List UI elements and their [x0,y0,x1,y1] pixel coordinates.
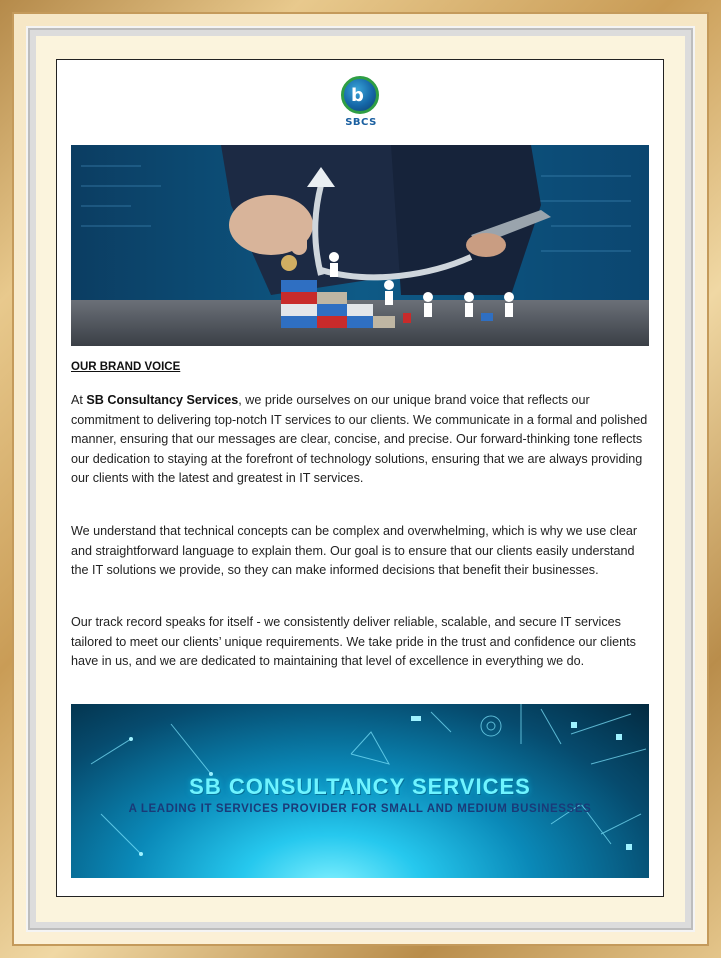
hero-illustration [71,145,649,346]
logo-glyph: b [351,85,364,106]
paragraph-brand-voice [71,391,649,489]
paragraph-track-record: Our track record speaks for itself - we consistently deliver reliable, scalable, and secure IT services tailored to meet our clients’ unique requirements. We take pride in the trust and confidence our clients have in us, and we are dedicated to maintaining that level of excellence in everything we do. [71,615,636,669]
logo-emblem-icon [341,76,379,114]
section-heading: OUR BRAND VOICE [71,361,181,373]
company-banner [71,704,649,878]
paragraph1-intro: At [71,393,87,407]
banner-title: SB CONSULTANCY SERVICES [189,774,531,799]
paragraph1-body: , we pride ourselves on our unique brand voice that reflects our commitment to delivering top-notch IT services to our clients. We communicate in a formal and polished manner, ensuring that our messages are clear, concise, and precise. Our forward-thinking tone reflects our dedication to staying at the forefront of technology solutions, ensuring that we are always providing our clients with the latest and greatest in IT services. [71,393,648,486]
banner-subtitle: A LEADING IT SERVICES PROVIDER FOR SMALL AND MEDIUM BUSINESSES [128,803,592,815]
sbcs-logo [341,76,381,132]
hero-image [71,145,649,346]
paragraph-clarity: We understand that technical concepts can be complex and overwhelming, which is why we use clear and straightforward language to explain them. Our goal is to ensure that our clients easily understand the IT solutions we provide, so they can make informed decisions that benefit their businesses. [71,524,638,578]
company-name: SB Consultancy Services [86,393,239,407]
document-page [56,59,664,897]
logo-text: SBCS [345,117,377,128]
